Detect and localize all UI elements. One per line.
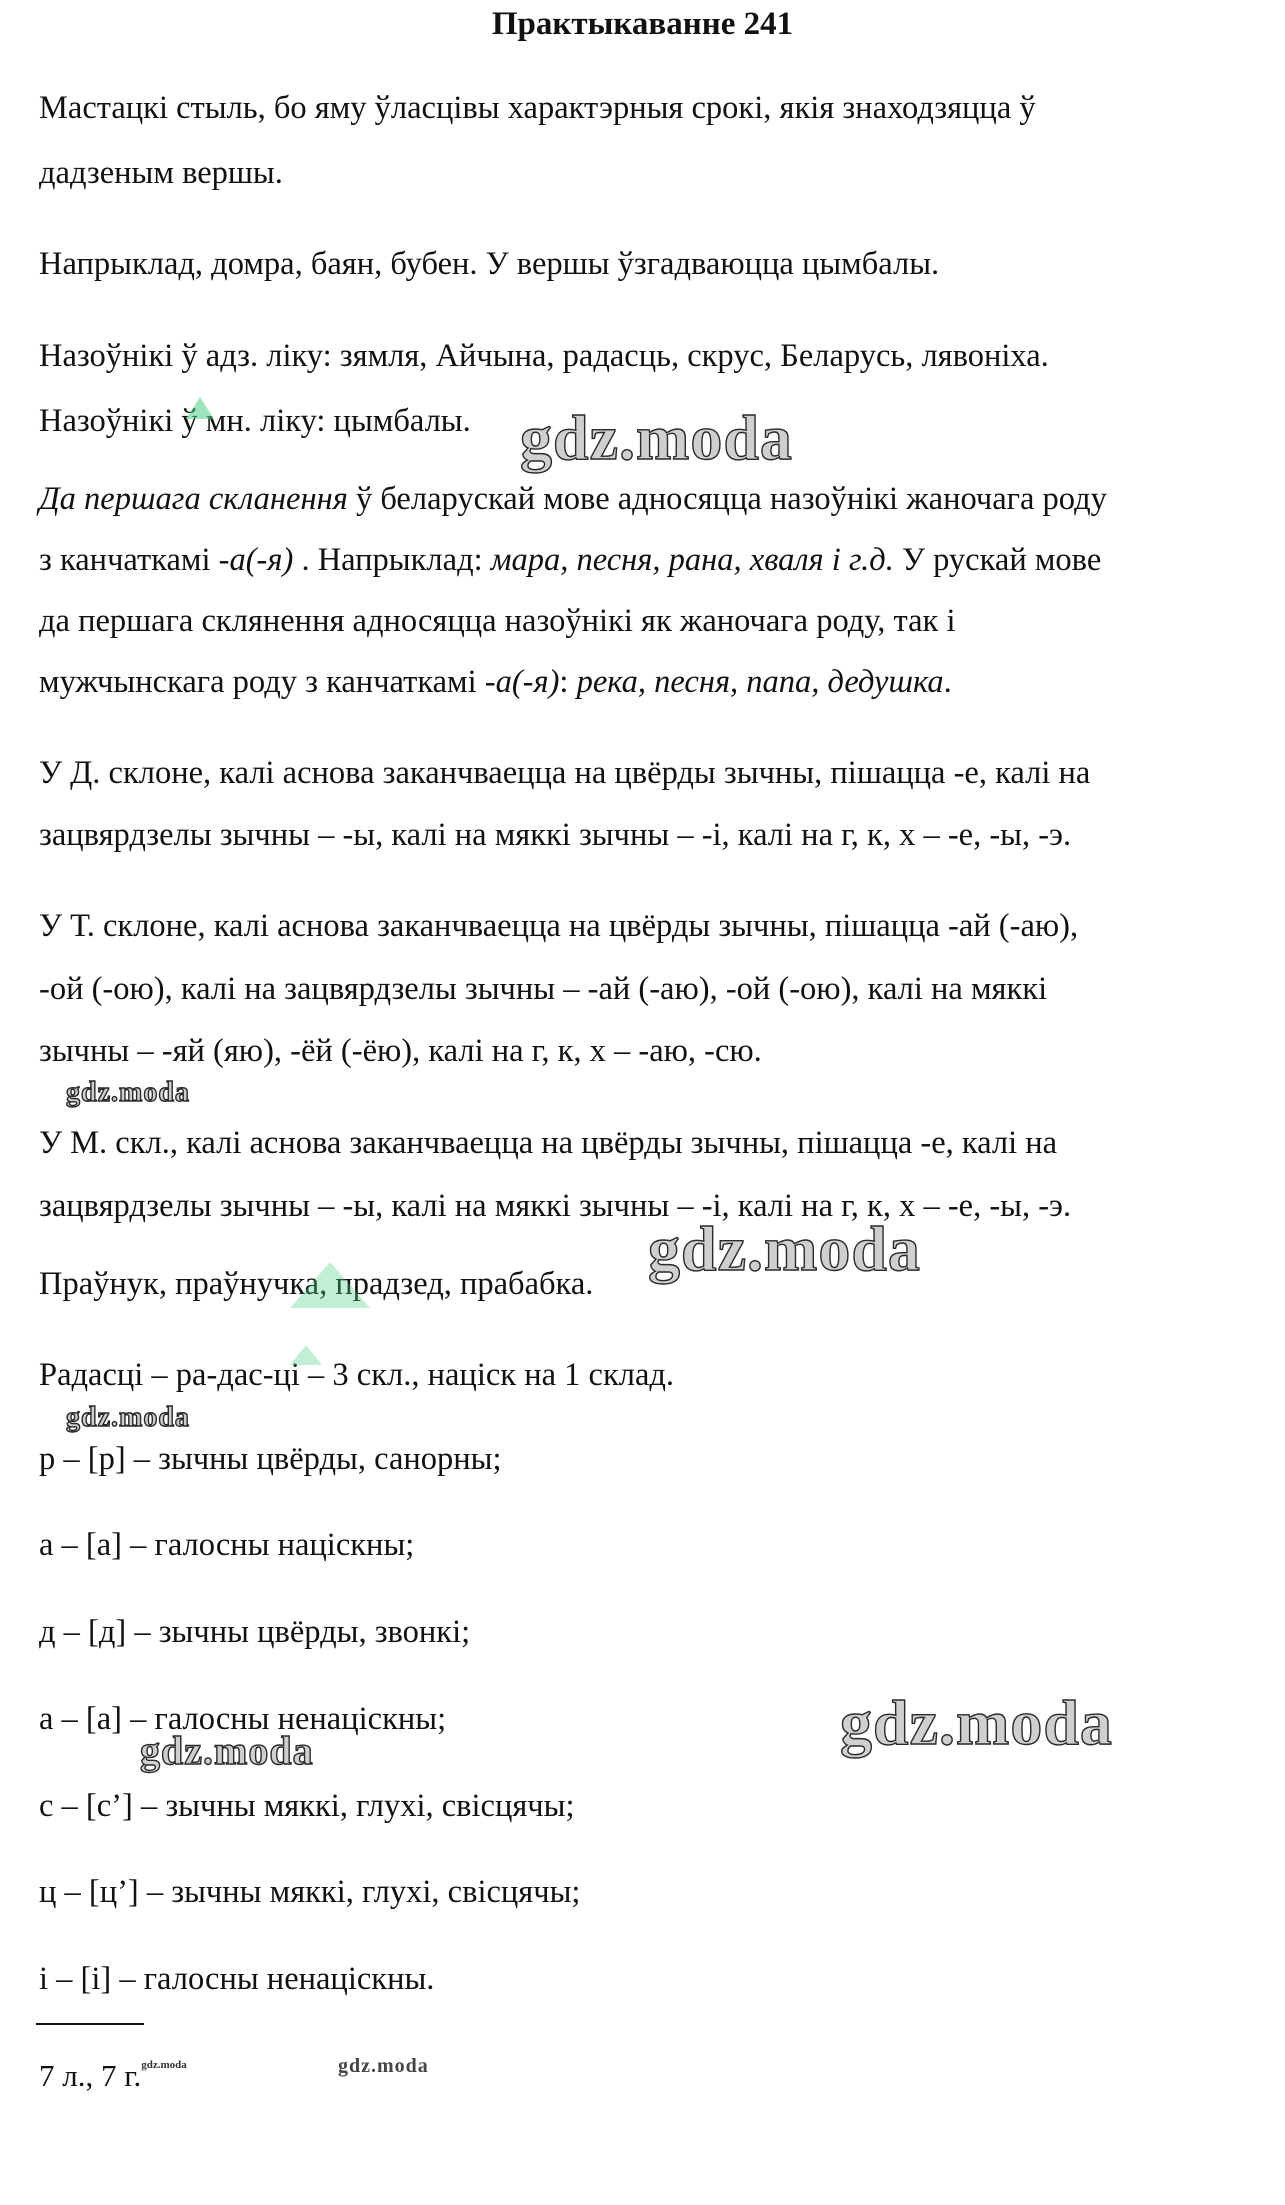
paragraph-line: У Д. склоне, калі аснова заканчваецца на цвёрды зычны, пішацца -е, калі на	[39, 755, 1091, 791]
watermark-triangle-icon	[290, 1345, 322, 1365]
text-span: У рускай мове	[893, 542, 1102, 578]
watermark: gdz.moda	[520, 402, 793, 473]
watermark: gdz.moda	[338, 2055, 429, 2077]
paragraph-line: У М. скл., калі аснова заканчваецца на цвёрды зычны, пішацца -е, калі на	[39, 1125, 1058, 1161]
italic-examples: мара, песня, рана, хваля і г.д.	[490, 542, 894, 578]
paragraph-line: Мастацкі стыль, бо яму ўласцівы характэрныя срокі, якія знаходзяцца ў	[39, 90, 1036, 126]
watermark: gdz.moda	[840, 1687, 1113, 1758]
watermark: gdz.moda	[66, 1402, 190, 1433]
text-span: ў беларускай мове адносяцца назоўнікі жаночага роду	[347, 481, 1107, 517]
sound-analysis-line: р – [р] – зычны цвёрды, санорны;	[39, 1441, 502, 1477]
paragraph-line: да першага склянення адносяцца назоўнікі як жаночага роду, так і	[39, 603, 956, 639]
watermark: gdz.moda	[66, 1077, 190, 1108]
text-span: :	[559, 664, 577, 700]
paragraph-line: Назоўнікі ў мн. ліку: цымбалы.	[39, 403, 471, 439]
italic-ending: -а(-я)	[484, 664, 560, 700]
paragraph-line: У Т. склоне, калі аснова заканчваецца на цвёрды зычны, пішацца -ай (-аю),	[39, 908, 1079, 944]
paragraph-line: Радасці – ра-дас-ці – 3 скл., націск на 1 склад.	[39, 1357, 675, 1393]
paragraph-line	[39, 540, 1101, 580]
text-span: . Напрыклад:	[293, 542, 491, 578]
text-span: мужчынскага роду з канчаткамі	[39, 664, 485, 700]
paragraph-line	[39, 479, 1107, 519]
paragraph-line	[39, 662, 952, 702]
footnote-divider	[36, 2023, 144, 2025]
sound-analysis-line: с – [с’] – зычны мяккі, глухі, свісцячы;	[39, 1788, 575, 1824]
sound-analysis-line: і – [і] – галосны ненаціскны.	[39, 1961, 435, 1997]
text-span: з канчаткамі	[39, 542, 219, 578]
watermark: gdz.moda	[140, 1728, 314, 1773]
italic-examples: река, песня, папа, дедушка	[576, 664, 944, 700]
paragraph-line: Напрыклад, домра, баян, бубен. У вершы ўзгадваюцца цымбалы.	[39, 246, 940, 282]
footnote	[39, 2045, 187, 2096]
paragraph-line: -ой (-ою), калі на зацвярдзелы зычны – -ай (-аю), -ой (-ою), калі на мяккі	[39, 971, 1048, 1007]
watermark-triangle-icon	[290, 1262, 370, 1308]
paragraph-line: зычны – -яй (яю), -ёй (-ёю), калі на г, к, х – -аю, -сю.	[39, 1033, 762, 1069]
paragraph-line: Праўнук, праўнучка, прадзед, прабабка.	[39, 1266, 594, 1302]
watermark-triangle-icon	[186, 397, 214, 419]
paragraph-line: Назоўнікі ў адз. ліку: зямля, Айчына, радасць, скрус, Беларусь, лявоніха.	[39, 338, 1049, 374]
sound-analysis-line: а – [а] – галосны ненаціскны;	[39, 1701, 447, 1737]
paragraph-line: зацвярдзелы зычны – -ы, калі на мяккі зычны – -і, калі на г, к, х – -е, -ы, -э.	[39, 1188, 1072, 1224]
sound-analysis-line: ц – [ц’] – зычны мяккі, глухі, свісцячы;	[39, 1874, 581, 1910]
italic-ending: -а(-я)	[218, 542, 294, 578]
sound-analysis-line: д – [д] – зычны цвёрды, звонкі;	[39, 1614, 471, 1650]
watermark: gdz.moda	[648, 1213, 921, 1284]
text-span: .	[943, 664, 952, 700]
page-title: Практыкаванне 241	[491, 6, 794, 42]
footnote-mark: gdz.moda	[141, 2059, 187, 2071]
paragraph-line: зацвярдзелы зычны – -ы, калі на мяккі зычны – -і, калі на г, к, х – -е, -ы, -э.	[39, 817, 1072, 853]
sound-analysis-line: а – [а] – галосны націскны;	[39, 1527, 415, 1563]
footnote-text: 7 л., 7 г.	[39, 2058, 142, 2093]
paragraph-line: дадзеным вершы.	[39, 155, 283, 191]
italic-term: Да першага скланення	[39, 481, 348, 517]
